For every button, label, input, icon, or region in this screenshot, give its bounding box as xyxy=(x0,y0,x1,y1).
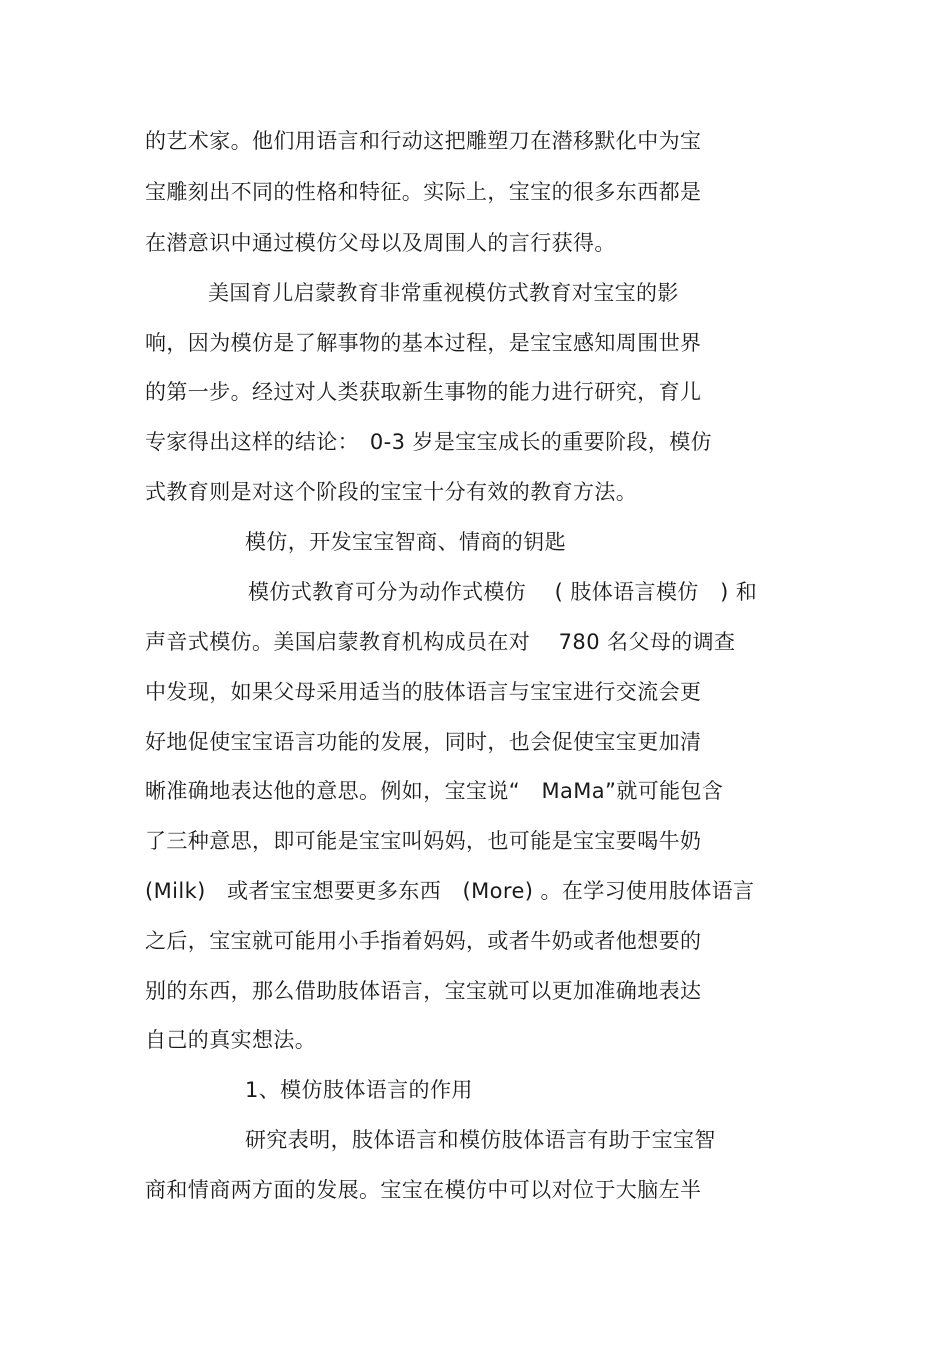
section-heading: 1、模仿肢体语言的作用 xyxy=(245,1078,473,1102)
text-line: 别的东西，那么借助肢体语言，宝宝就可以更加准确地表达 xyxy=(145,979,702,1003)
paragraph-first-line: 美国育儿启蒙教育非常重视模仿式教育对宝宝的影 xyxy=(208,281,679,305)
text-line: 在潜意识中通过模仿父母以及周围人的言行获得。 xyxy=(145,231,616,255)
text-line: 的艺术家。他们用语言和行动这把雕塑刀在潜移默化中为宝 xyxy=(145,129,702,153)
text-line: 自己的真实想法。 xyxy=(145,1028,317,1052)
text-line: 专家得出这样的结论： 0-3 岁是宝宝成长的重要阶段，模仿 xyxy=(145,430,713,454)
text-line: (Milk) 或者宝宝想要更多东西 (More) 。在学习使用肢体语言 xyxy=(145,879,755,903)
text-line: 好地促使宝宝语言功能的发展，同时，也会促使宝宝更加清 xyxy=(145,730,702,754)
text-line: 宝雕刻出不同的性格和特征。实际上，宝宝的很多东西都是 xyxy=(145,180,702,204)
paragraph-first-line: 模仿式教育可分为动作式模仿 ( 肢体语言模仿 ) 和 xyxy=(248,580,758,604)
section-heading: 模仿，开发宝宝智商、情商的钥匙 xyxy=(245,530,566,554)
text-line: 之后，宝宝就可能用小手指着妈妈，或者牛奶或者他想要的 xyxy=(145,929,702,953)
text-line: 了三种意思，即可能是宝宝叫妈妈，也可能是宝宝要喝牛奶 xyxy=(145,829,702,853)
text-line: 中发现，如果父母采用适当的肢体语言与宝宝进行交流会更 xyxy=(145,680,702,704)
text-line: 声音式模仿。美国启蒙教育机构成员在对 780 名父母的调查 xyxy=(145,630,736,654)
paragraph-first-line: 研究表明，肢体语言和模仿肢体语言有助于宝宝智 xyxy=(245,1128,716,1152)
text-line: 的第一步。经过对人类获取新生事物的能力进行研究，育儿 xyxy=(145,380,702,404)
text-line: 式教育则是对这个阶段的宝宝十分有效的教育方法。 xyxy=(145,480,638,504)
text-line: 晰准确地表达他的意思。例如，宝宝说“ MaMa”就可能包含 xyxy=(145,779,724,803)
text-line: 响，因为模仿是了解事物的基本过程，是宝宝感知周围世界 xyxy=(145,331,702,355)
text-line: 商和情商两方面的发展。宝宝在模仿中可以对位于大脑左半 xyxy=(145,1178,702,1202)
